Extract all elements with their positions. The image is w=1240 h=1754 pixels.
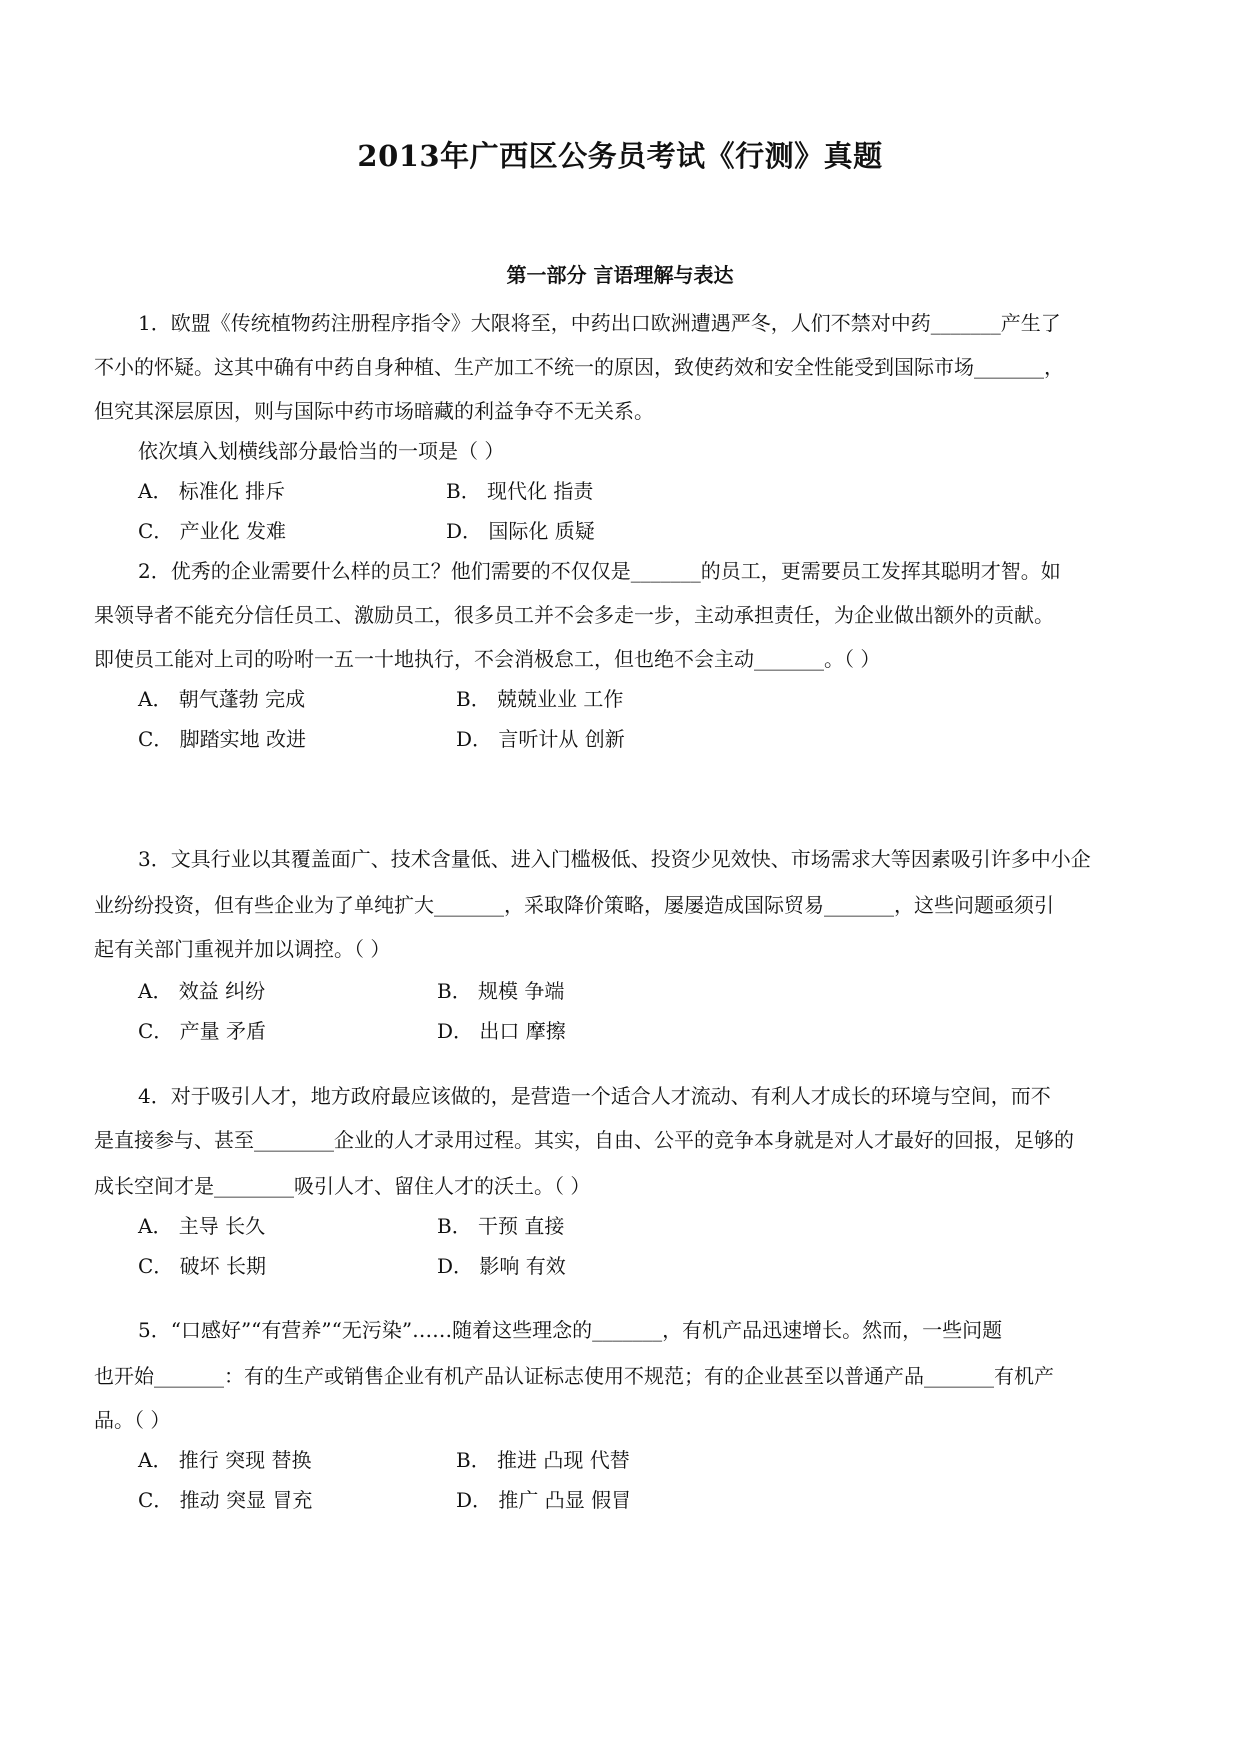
question-3-line-1: 3．文具行业以其覆盖面广、技术含量低、进入门槛极低、投资少见效快、市场需求大等因素吸引许多中小企 <box>138 847 1091 871</box>
question-1-line-3: 但究其深层原因，则与国际中药市场暗藏的利益争夺不无关系。 <box>94 399 654 423</box>
question-1-prompt: 依次填入划横线部分最恰当的一项是（ ） <box>138 439 505 463</box>
question-5-option-c: C． 推动 突显 冒充 <box>138 1488 313 1512</box>
question-1-line-2: 不小的怀疑。这其中确有中药自身种植、生产加工不统一的原因，致使药效和安全性能受到国际市场_______， <box>94 355 1064 379</box>
question-3-option-d: D． 出口 摩擦 <box>437 1019 566 1043</box>
question-5-line-2: 也开始_______：有的生产或销售企业有机产品认证标志使用不规范；有的企业甚至以普通产品_______有机产 <box>94 1364 1054 1388</box>
question-4-line-1: 4．对于吸引人才，地方政府最应该做的，是营造一个适合人才流动、有利人才成长的环境与空间，而不 <box>138 1084 1051 1108</box>
question-5-option-d: D． 推广 凸显 假冒 <box>456 1488 632 1512</box>
question-2-line-2: 果领导者不能充分信任员工、激励员工，很多员工并不会多走一步，主动承担责任，为企业做出额外的贡献。 <box>94 603 1054 627</box>
question-1-option-b: B． 现代化 指责 <box>446 479 594 503</box>
question-4-line-3: 成长空间才是________吸引人才、留住人才的沃土。（ ） <box>94 1174 591 1198</box>
question-4-option-d: D． 影响 有效 <box>437 1254 566 1278</box>
question-2-option-c: C． 脚踏实地 改进 <box>138 727 307 751</box>
document-title: 2013年广西区公务员考试《行测》真题 <box>357 139 883 173</box>
question-4-option-c: C． 破坏 长期 <box>138 1254 267 1278</box>
question-3-line-3: 起有关部门重视并加以调控。（ ） <box>94 937 391 961</box>
question-4-line-2: 是直接参与、甚至________企业的人才录用过程。其实，自由、公平的竞争本身就是对人才最好的回报，足够的 <box>94 1128 1074 1152</box>
question-2-line-1: 2．优秀的企业需要什么样的员工？他们需要的不仅仅是_______的员工，更需要员工发挥其聪明才智。如 <box>138 559 1061 583</box>
question-3-option-b: B． 规模 争端 <box>437 979 565 1003</box>
question-4-option-a: A． 主导 长久 <box>138 1214 266 1238</box>
question-3-line-2: 业纷纷投资，但有些企业为了单纯扩大_______，采取降价策略，屡屡造成国际贸易_______，这些问题亟须引 <box>94 893 1054 917</box>
question-5-option-b: B． 推进 凸现 代替 <box>456 1448 630 1472</box>
question-3-option-c: C． 产量 矛盾 <box>138 1019 267 1043</box>
question-2-line-3: 即使员工能对上司的吩咐一五一十地执行，不会消极怠工，但也绝不会主动_______。（ ） <box>94 647 881 671</box>
question-5-option-a: A． 推行 突现 替换 <box>138 1448 312 1472</box>
question-3-option-a: A． 效益 纠纷 <box>138 979 266 1003</box>
question-1-option-a: A． 标准化 排斥 <box>138 479 286 503</box>
question-2-option-a: A． 朝气蓬勃 完成 <box>138 687 306 711</box>
question-5-line-1: 5．“口感好”“有营养”“无污染”……随着这些理念的_______，有机产品迅速增长。然而，一些问题 <box>138 1318 1003 1342</box>
question-1-option-d: D． 国际化 质疑 <box>446 519 595 543</box>
question-1-line-1: 1．欧盟《传统植物药注册程序指令》大限将至，中药出口欧洲遭遇严冬，人们不禁对中药_______产生了 <box>138 311 1061 335</box>
question-2-option-d: D． 言听计从 创新 <box>456 727 625 751</box>
section-heading: 第一部分 言语理解与表达 <box>506 263 734 287</box>
question-5-line-3: 品。（ ） <box>94 1408 171 1432</box>
question-2-option-b: B． 兢兢业业 工作 <box>456 687 624 711</box>
question-4-option-b: B． 干预 直接 <box>437 1214 565 1238</box>
question-1-option-c: C． 产业化 发难 <box>138 519 287 543</box>
